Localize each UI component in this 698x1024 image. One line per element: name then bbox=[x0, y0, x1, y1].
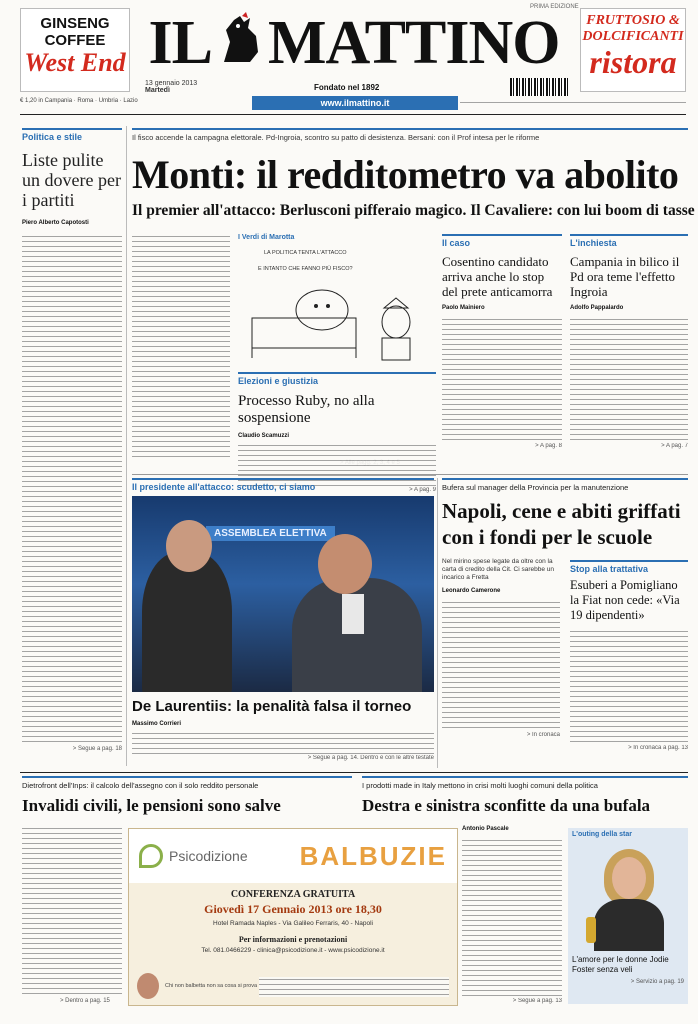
ad-avatar bbox=[137, 973, 159, 999]
pomigliano-body-text bbox=[570, 629, 688, 745]
left-column-divider bbox=[126, 126, 127, 766]
inchiesta-author: Adolfo Pappalardo bbox=[570, 305, 624, 311]
schools-summary: Nel mirino spese legate da oltre con la carta di credito della Cit. Ci sarebbe un incarico a Fretta bbox=[442, 558, 555, 581]
left-ad-brand: West End bbox=[24, 48, 126, 77]
bufala-author: Antonio Pascale bbox=[462, 826, 509, 832]
left-footer: > Segue a pag. 18 bbox=[72, 746, 122, 752]
left-body-text bbox=[22, 234, 122, 744]
inchiesta-kicker: L'inchiesta bbox=[570, 234, 688, 248]
cartoon-kicker: I Verdi di Marotta bbox=[238, 234, 295, 241]
left-kicker: Politica e stile bbox=[22, 128, 122, 142]
bufala-headline: Destra e sinistra sconfitte da una bufala bbox=[362, 796, 651, 815]
right-ad-brand: ristora bbox=[589, 44, 677, 80]
sport-kicker: Il presidente all'attacco: scudetto, ci siamo bbox=[132, 478, 434, 492]
sport-body-text bbox=[132, 731, 434, 755]
left-ad-line1: GINSENG bbox=[40, 15, 110, 32]
star-body bbox=[594, 899, 664, 951]
bufala-footer: > Segue a pag. 13 bbox=[512, 998, 562, 1004]
sport-footer: > Segue a pag. 14. Dentro e con le altre testate bbox=[307, 755, 434, 761]
bufala-story[interactable] bbox=[362, 776, 688, 816]
invalidi-story[interactable] bbox=[22, 776, 352, 816]
star-footer: > Servizio a pag. 19 bbox=[630, 979, 684, 985]
lead-subhead: Il premier all'attacco: Berlusconi pifferaio magico. Il Cavaliere: con lui boom di tasse bbox=[132, 202, 695, 219]
pomigliano-story[interactable] bbox=[570, 560, 688, 751]
left-ad-line2: COFFEE bbox=[44, 32, 106, 49]
sport-headline: De Laurentiis: la penalità falsa il torneo bbox=[132, 698, 412, 715]
date: 13 gennaio 2013 bbox=[145, 80, 198, 87]
star-photo bbox=[568, 841, 688, 951]
inchiesta-body-text bbox=[570, 317, 688, 443]
edition-label: PRIMA EDIZIONE bbox=[530, 4, 579, 10]
balbuzie-advert[interactable] bbox=[128, 828, 458, 1006]
caso-footer: > A pag. 8 bbox=[535, 443, 562, 449]
lead-body-text bbox=[132, 234, 230, 460]
sport-author: Massimo Corrieri bbox=[132, 721, 182, 727]
bufala-body-text bbox=[462, 838, 562, 998]
star-story[interactable] bbox=[568, 828, 688, 1004]
star-award bbox=[586, 917, 596, 943]
psicodizione-logo-icon bbox=[139, 844, 163, 868]
invalidi-footer: > Dentro a pag. 15 bbox=[60, 998, 110, 1004]
pomigliano-kicker: Stop alla trattativa bbox=[570, 560, 688, 574]
lower-divider bbox=[20, 772, 688, 773]
ruby-footer: > A pag. 9 bbox=[409, 487, 436, 493]
schools-author: Leonardo Camerone bbox=[442, 588, 501, 594]
ruby-kicker: Elezioni e giustizia bbox=[238, 372, 436, 386]
barcode bbox=[510, 78, 568, 96]
price-line: € 1,20 in Campania · Roma · Umbria · Lazio bbox=[20, 98, 138, 104]
weekday: Martedì bbox=[145, 87, 170, 94]
inchiesta-headline: Campania in bilico il Pd ora teme l'effetto Ingroia bbox=[570, 254, 680, 299]
cartoon-box[interactable] bbox=[238, 234, 436, 370]
right-ad-line2: DOLCIFICANTI bbox=[582, 29, 684, 44]
logo-part2: MATTINO bbox=[267, 9, 560, 77]
caso-author: Paolo Mainiero bbox=[442, 305, 485, 311]
ad-quote: Chi non balbetta non sa cosa si prova bbox=[165, 983, 258, 989]
photo-shirt-right bbox=[342, 594, 364, 634]
pomigliano-footer: > In cronaca a pag. 13 bbox=[628, 745, 688, 751]
schools-body-text bbox=[442, 600, 560, 732]
ad-contacts[interactable]: Tel. 081.0466229 - clinica@psicodizione.it - www.psicodizione.it bbox=[201, 947, 385, 954]
ad-title: BALBUZIE bbox=[299, 840, 447, 871]
ad-small-print bbox=[259, 977, 449, 997]
left-headline[interactable]: Liste pulite un dovere per i partiti bbox=[22, 150, 121, 210]
invalidi-headline: Invalidi civili, le pensioni sono salve bbox=[22, 796, 281, 815]
logo-part1: IL bbox=[148, 9, 212, 77]
bufala-body bbox=[462, 826, 562, 1004]
star-face bbox=[612, 857, 646, 899]
masthead-logo[interactable] bbox=[138, 6, 570, 80]
website-bar[interactable]: www.ilmattino.it bbox=[252, 96, 458, 110]
cartoon-bubble1: LA POLITICA TENTA L'ATTACCO bbox=[264, 250, 347, 256]
founded-label: Fondato nel 1892 bbox=[314, 83, 380, 92]
inchiesta-footer: > A pag. 7 bbox=[661, 443, 688, 449]
ad-venue: Hotel Ramada Naples - Via Galileo Ferraris, 40 - Napoli bbox=[213, 920, 373, 927]
date-line bbox=[145, 80, 197, 94]
right-masthead-ad[interactable] bbox=[580, 8, 686, 92]
masthead-divider bbox=[20, 114, 686, 115]
cartoon-drawing bbox=[238, 278, 436, 368]
schools-footer: > In cronaca bbox=[526, 732, 560, 738]
star-kicker: L'outing della star bbox=[572, 831, 633, 838]
caso-story[interactable] bbox=[442, 234, 562, 449]
pomigliano-headline: Esuberi a Pomigliano la Fiat non cede: «Via 19 dipendenti» bbox=[570, 578, 680, 622]
photo-man-left bbox=[142, 552, 232, 692]
lead-headline: Monti: il redditometro va abolito bbox=[132, 152, 679, 197]
caso-kicker: Il caso bbox=[442, 234, 562, 248]
ad-brand: Psicodizione bbox=[169, 848, 248, 864]
bufala-overline: I prodotti made in Italy mettono in crisi molti luoghi comuni della politica bbox=[362, 776, 688, 790]
mid-divider bbox=[132, 474, 688, 475]
schools-body bbox=[442, 558, 560, 738]
left-column bbox=[22, 128, 122, 766]
lead-overline: Il fisco accende la campagna elettorale. Pd-Ingroia, scontro su patto di desistenza. Bersani: con il Prof intesa per le riforme bbox=[132, 128, 688, 142]
cartoon-bubble2: E INTANTO CHE FANNO PIÙ FISCO? bbox=[258, 266, 353, 272]
napoli-schools-story[interactable] bbox=[442, 478, 688, 550]
right-ad-line1: FRUTTOSIO & bbox=[586, 13, 680, 28]
schools-kicker: Bufera sul manager della Provincia per la manutenzione bbox=[442, 478, 688, 492]
schools-headline: Napoli, cene e abiti griffati con i fondi per le scuole bbox=[442, 499, 681, 549]
masthead-rule-text bbox=[460, 100, 686, 106]
sport-divider bbox=[437, 478, 438, 768]
left-author: Piero Alberto Capotosti bbox=[22, 220, 89, 226]
invalidi-body-text bbox=[22, 826, 122, 994]
ad-header bbox=[129, 829, 457, 883]
photo-face-left bbox=[166, 520, 212, 572]
ruby-headline: Processo Ruby, no alla sospensione bbox=[238, 393, 375, 426]
ad-date-line: Giovedì 17 Gennaio 2013 ore 18,30 bbox=[204, 902, 382, 916]
ad-conference: CONFERENZA GRATUITA bbox=[230, 889, 356, 900]
caso-headline: Cosentino candidato arriva anche lo stop del prete anticamorra bbox=[442, 254, 553, 299]
caso-body-text bbox=[442, 317, 562, 443]
inchiesta-story[interactable] bbox=[570, 234, 688, 449]
ruby-author: Claudio Scamuzzi bbox=[238, 433, 290, 439]
sport-photo bbox=[132, 496, 434, 692]
rooster-icon bbox=[216, 12, 264, 68]
invalidi-overline: Dietrofront dell'Inps: il calcolo dell'assegno con il solo reddito personale bbox=[22, 776, 352, 790]
star-caption: L'amore per le donne Jodie Foster senza veli bbox=[572, 955, 669, 974]
lead-story[interactable] bbox=[132, 128, 695, 220]
photo-banner: ASSEMBLEA ELETTIVA bbox=[206, 526, 335, 541]
ad-info-label: Per informazioni e prenotazioni bbox=[238, 935, 348, 944]
left-masthead-ad[interactable] bbox=[20, 8, 130, 92]
napoli-sport-story[interactable] bbox=[132, 478, 434, 761]
photo-face-right bbox=[318, 534, 372, 594]
